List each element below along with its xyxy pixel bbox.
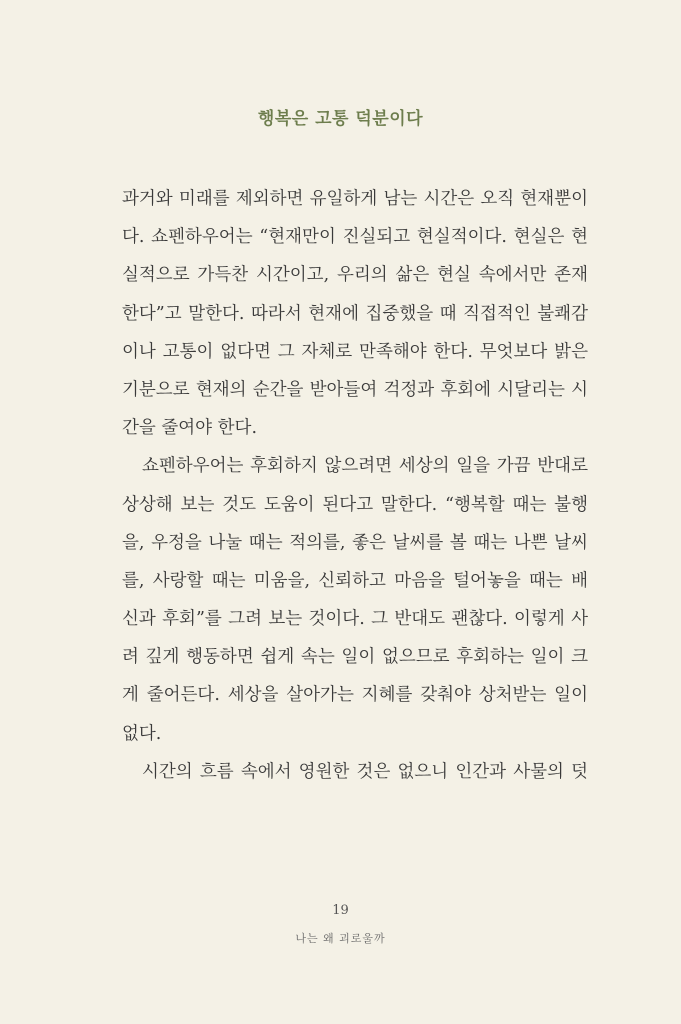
text-line: 게 줄어든다. 세상을 살아가는 지혜를 갖춰야 상처받는 일이 [122, 685, 588, 706]
text-line: 이나 고통이 없다면 그 자체로 만족해야 한다. 무엇보다 밝은 [122, 341, 588, 362]
text-line: 없다. [122, 723, 162, 744]
text-line: 다. 쇼펜하우어는 “현재만이 진실되고 현실적이다. 현실은 현 [122, 227, 588, 248]
text-line: 를, 사랑할 때는 미움을, 신뢰하고 마음을 털어놓을 때는 배 [122, 570, 588, 591]
text-line: 시간의 흐름 속에서 영원한 것은 없으니 인간과 사물의 덧 [142, 761, 588, 782]
text-line: 려 깊게 행동하면 쉽게 속는 일이 없으므로 후회하는 일이 크 [122, 647, 588, 668]
text-line: 신과 후회”를 그려 보는 것이다. 그 반대도 괜찮다. 이렇게 사 [122, 609, 588, 630]
text-line: 기분으로 현재의 순간을 받아들여 걱정과 후회에 시달리는 시 [122, 379, 588, 400]
text-line: 쇼펜하우어는 후회하지 않으려면 세상의 일을 가끔 반대로 [142, 456, 588, 477]
text-line: 을, 우정을 나눌 때는 적의를, 좋은 날씨를 볼 때는 나쁜 날씨 [122, 532, 588, 553]
text-line: 상상해 보는 것도 도움이 된다고 말한다. “행복할 때는 불행 [122, 494, 588, 515]
page-title: 행복은 고통 덕분이다 [257, 109, 424, 129]
text-line: 과거와 미래를 제외하면 유일하게 남는 시간은 오직 현재뿐이 [122, 189, 588, 209]
body-text [122, 180, 588, 791]
book-title: 나는 왜 괴로울까 [295, 932, 386, 945]
text-line: 실적으로 가득찬 시간이고, 우리의 삶은 현실 속에서만 존재 [122, 265, 588, 286]
text-line: 한다”고 말한다. 따라서 현재에 집중했을 때 직접적인 불쾌감 [122, 303, 588, 324]
page-number: 19 [332, 903, 349, 918]
text-line: 간을 줄여야 한다. [122, 418, 258, 439]
